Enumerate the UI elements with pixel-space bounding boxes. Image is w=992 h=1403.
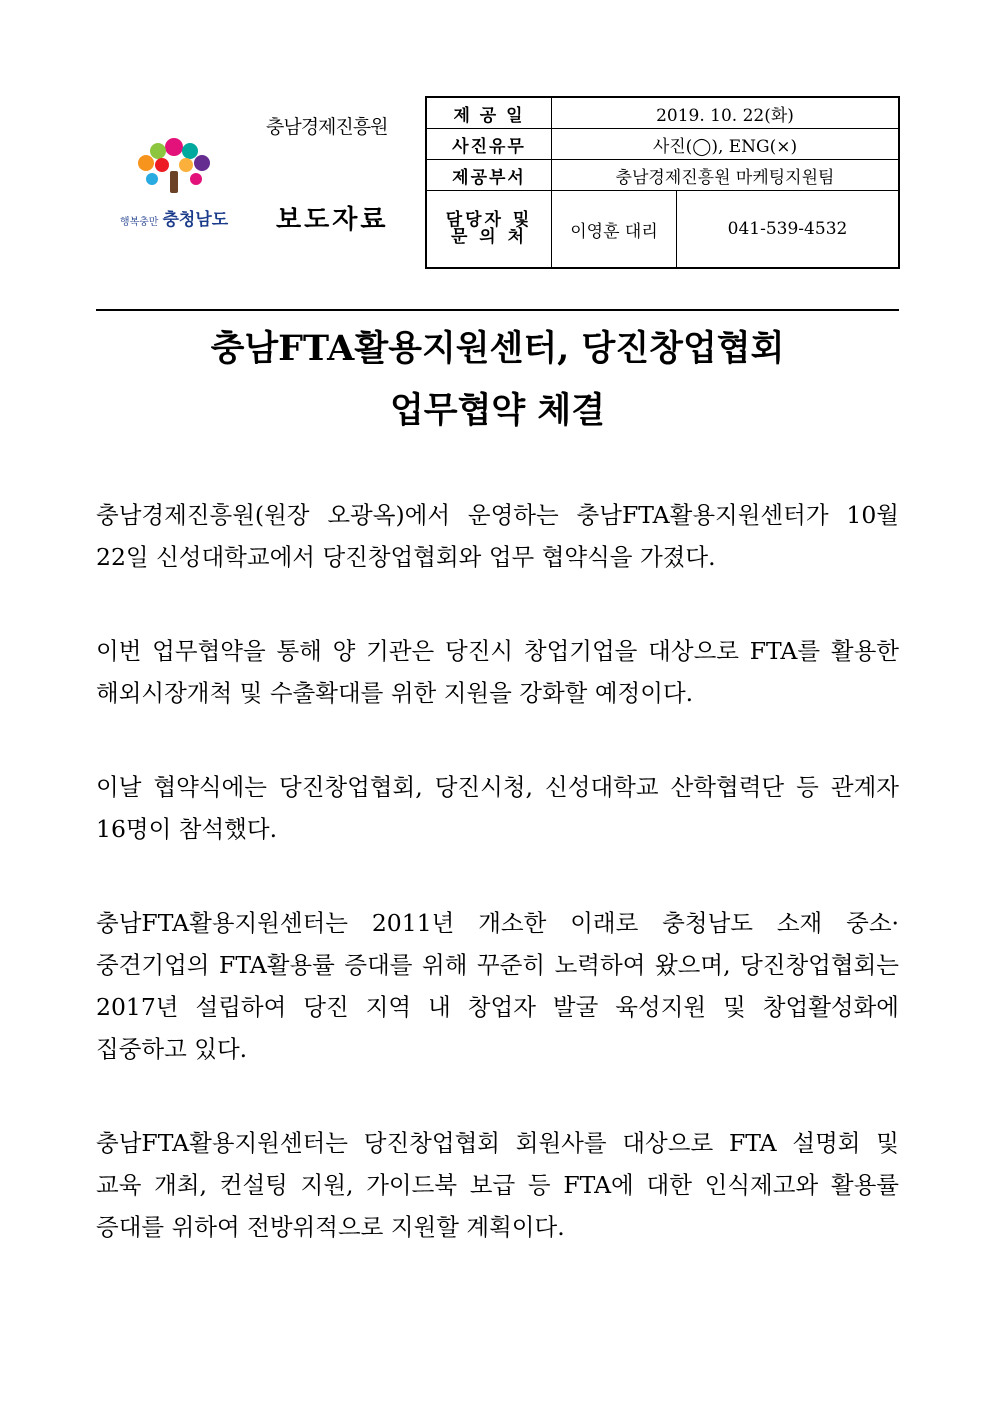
logo-name: 충청남도 [162, 210, 229, 230]
logo-leaf [165, 138, 183, 156]
photo-value: 사진(◯), ENG(×) [552, 129, 900, 160]
logo-trunk [170, 171, 178, 193]
org-name: 충남경제진흥원 [266, 116, 388, 138]
logo-leaf [146, 173, 158, 185]
photo-label: 사진유무 [426, 129, 552, 160]
dept-label: 제공부서 [426, 160, 552, 191]
contact-label-line2: 문 의 처 [450, 227, 528, 247]
table-row [426, 97, 899, 129]
doc-type: 보도자료 [276, 205, 389, 235]
date-label: 제 공 일 [426, 97, 552, 129]
logo-leaf [150, 143, 166, 159]
chungnam-logo [104, 133, 244, 233]
header-divider [96, 309, 899, 311]
contact-label [426, 191, 552, 269]
logo-leaf [190, 173, 202, 185]
logo-leaf [194, 155, 210, 171]
press-info-table [425, 96, 900, 269]
title-line-1: 충남FTA활용지원센터, 당진창업협회 [210, 328, 785, 369]
paragraph: 이번 업무협약을 통해 양 기관은 당진시 창업기업을 대상으로 FTA를 활용한 해외시장개척 및 수출확대를 위한 지원을 강화할 예정이다. [96, 637, 899, 707]
paragraph: 충남FTA활용지원센터는 2011년 개소한 이래로 충청남도 소재 중소·중견기업의 FTA활용률 증대를 위해 꾸준히 노력하여 왔으며, 당진창업협회는 2017년 설립하여 당진 지역 내 창업자 발굴 육성지원 및 창업활성화에 집중하고 있다. [96, 909, 899, 1063]
date-value: 2019. 10. 22(화) [552, 97, 900, 129]
contact-label-line1: 담당자 및 [445, 210, 533, 230]
dept-value: 충남경제진흥원 마케팅지원팀 [552, 160, 900, 191]
logo-leaf [155, 158, 169, 172]
table-row [426, 129, 899, 160]
contact-name: 이영훈 대리 [552, 191, 677, 269]
logo-leaf [138, 155, 154, 171]
logo-slogan: 행복충만 [119, 217, 159, 228]
tree-logo-icon [104, 133, 244, 203]
contact-phone: 041-539-4532 [677, 191, 900, 269]
table-row [426, 160, 899, 191]
page-title [96, 318, 899, 442]
table-row [426, 191, 899, 269]
article-body [96, 494, 899, 1300]
paragraph: 충남경제진흥원(원장 오광옥)에서 운영하는 충남FTA활용지원센터가 10월 22일 신성대학교에서 당진창업협회와 업무 협약식을 가졌다. [96, 501, 899, 571]
paragraph: 충남FTA활용지원센터는 당진창업협회 회원사를 대상으로 FTA 설명회 및 교육 개최, 컨설팅 지원, 가이드북 보급 등 FTA에 대한 인식제고와 활용률 증대를 위하여 전방위적으로 지원할 계획이다. [96, 1129, 899, 1241]
logo-leaf [179, 158, 193, 172]
paragraph: 이날 협약식에는 당진창업협회, 당진시청, 신성대학교 산학협력단 등 관계자 16명이 참석했다. [96, 773, 899, 843]
logo-leaf [182, 143, 198, 159]
title-line-2: 업무협약 체결 [389, 390, 606, 431]
logo-caption [104, 205, 244, 230]
